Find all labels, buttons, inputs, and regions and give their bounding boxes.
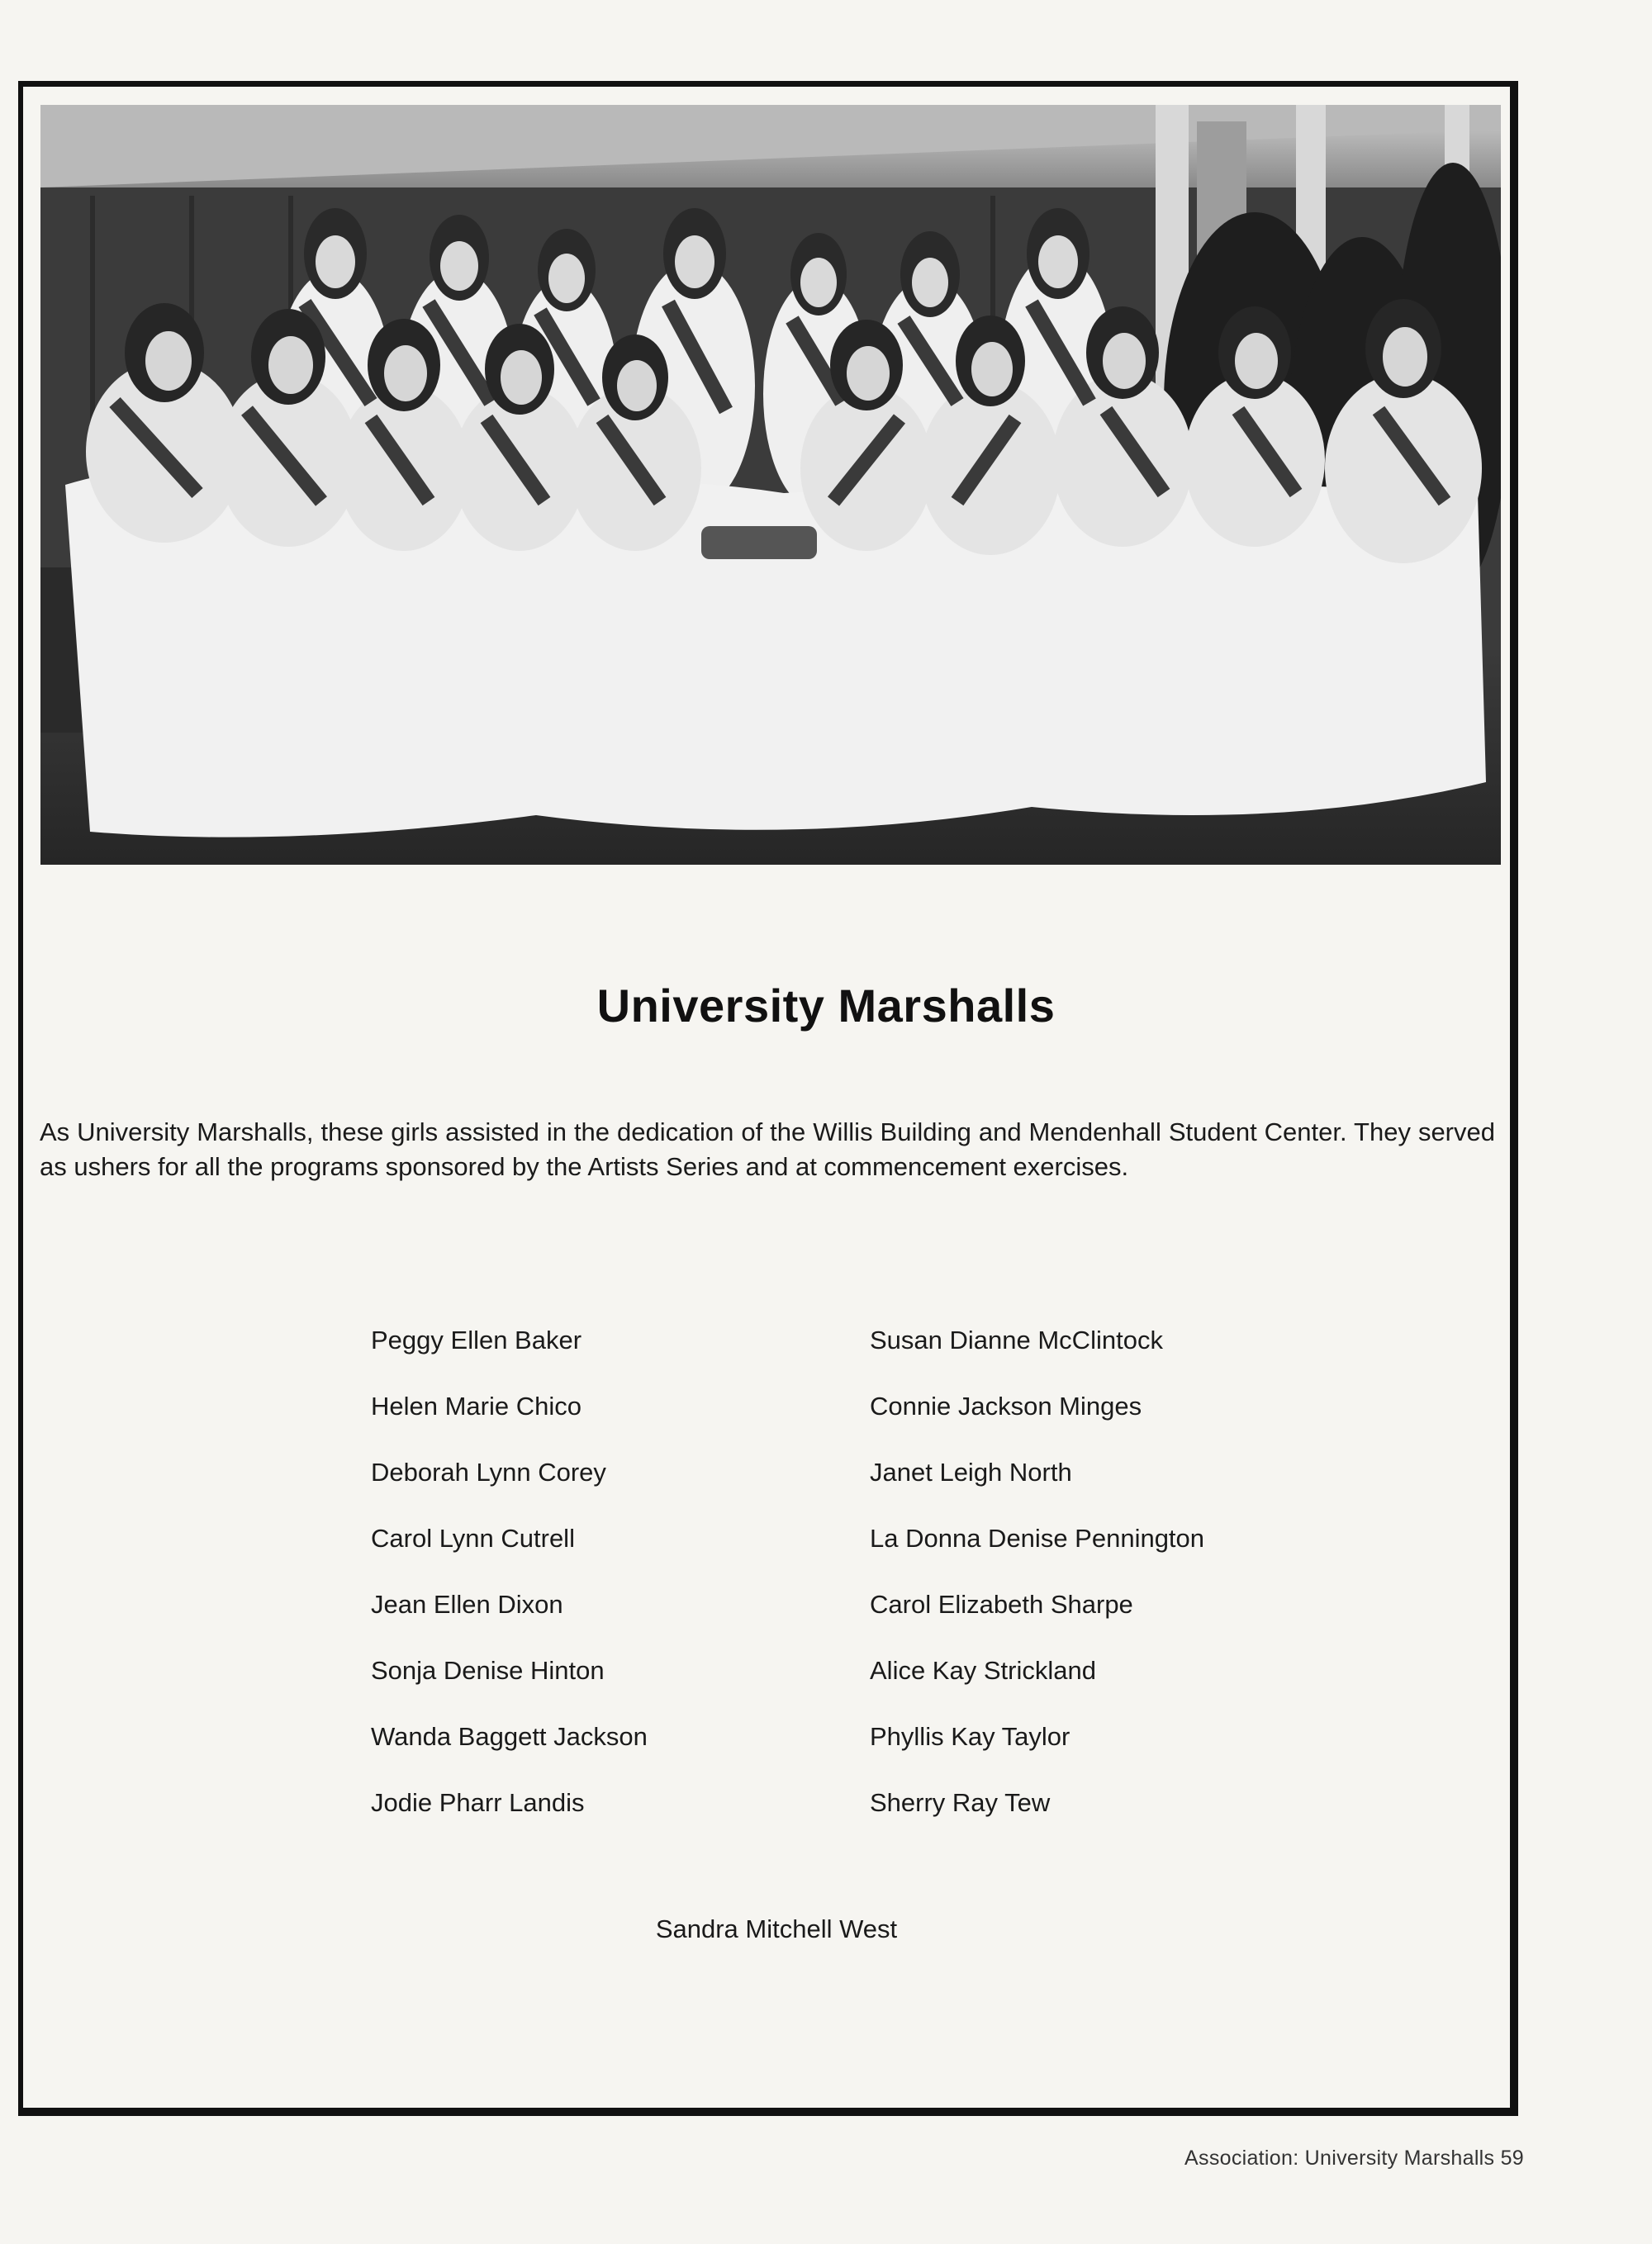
member-list-left xyxy=(371,1324,648,1853)
member-name: Helen Marie Chico xyxy=(371,1392,582,1421)
member-name-final: Sandra Mitchell West xyxy=(655,1914,898,1943)
intro-paragraph: As University Marshalls, these girls assisted in the dedication of the Willis Building and Mendenhall Student Center. They served as ushers for all the programs sponsored by the Artists Series and at commencement exercises. xyxy=(40,1117,1495,1181)
member-name: Carol Elizabeth Sharpe xyxy=(870,1590,1133,1619)
member-name: Peggy Ellen Baker xyxy=(371,1326,582,1354)
group-photo xyxy=(40,105,1501,865)
member-name: Jodie Pharr Landis xyxy=(371,1788,585,1817)
member-name: Connie Jackson Minges xyxy=(870,1392,1142,1421)
group-photo-illustration xyxy=(40,105,1501,865)
member-name: Alice Kay Strickland xyxy=(870,1656,1096,1685)
page-title: University Marshalls xyxy=(596,980,1056,1032)
page-footer: Association: University Marshalls 59 xyxy=(1184,2147,1524,2170)
member-name: Carol Lynn Cutrell xyxy=(371,1524,575,1553)
member-name: Phyllis Kay Taylor xyxy=(870,1722,1070,1751)
member-name: Jean Ellen Dixon xyxy=(371,1590,563,1619)
member-list-right xyxy=(870,1324,1204,1853)
member-name: Sonja Denise Hinton xyxy=(371,1656,605,1685)
member-name: Sherry Ray Tew xyxy=(870,1788,1051,1817)
member-name: Janet Leigh North xyxy=(870,1458,1072,1487)
member-name: Deborah Lynn Corey xyxy=(371,1458,606,1487)
member-name: Wanda Baggett Jackson xyxy=(371,1722,648,1751)
member-name: Susan Dianne McClintock xyxy=(870,1326,1163,1354)
member-name: La Donna Denise Pennington xyxy=(870,1524,1205,1553)
